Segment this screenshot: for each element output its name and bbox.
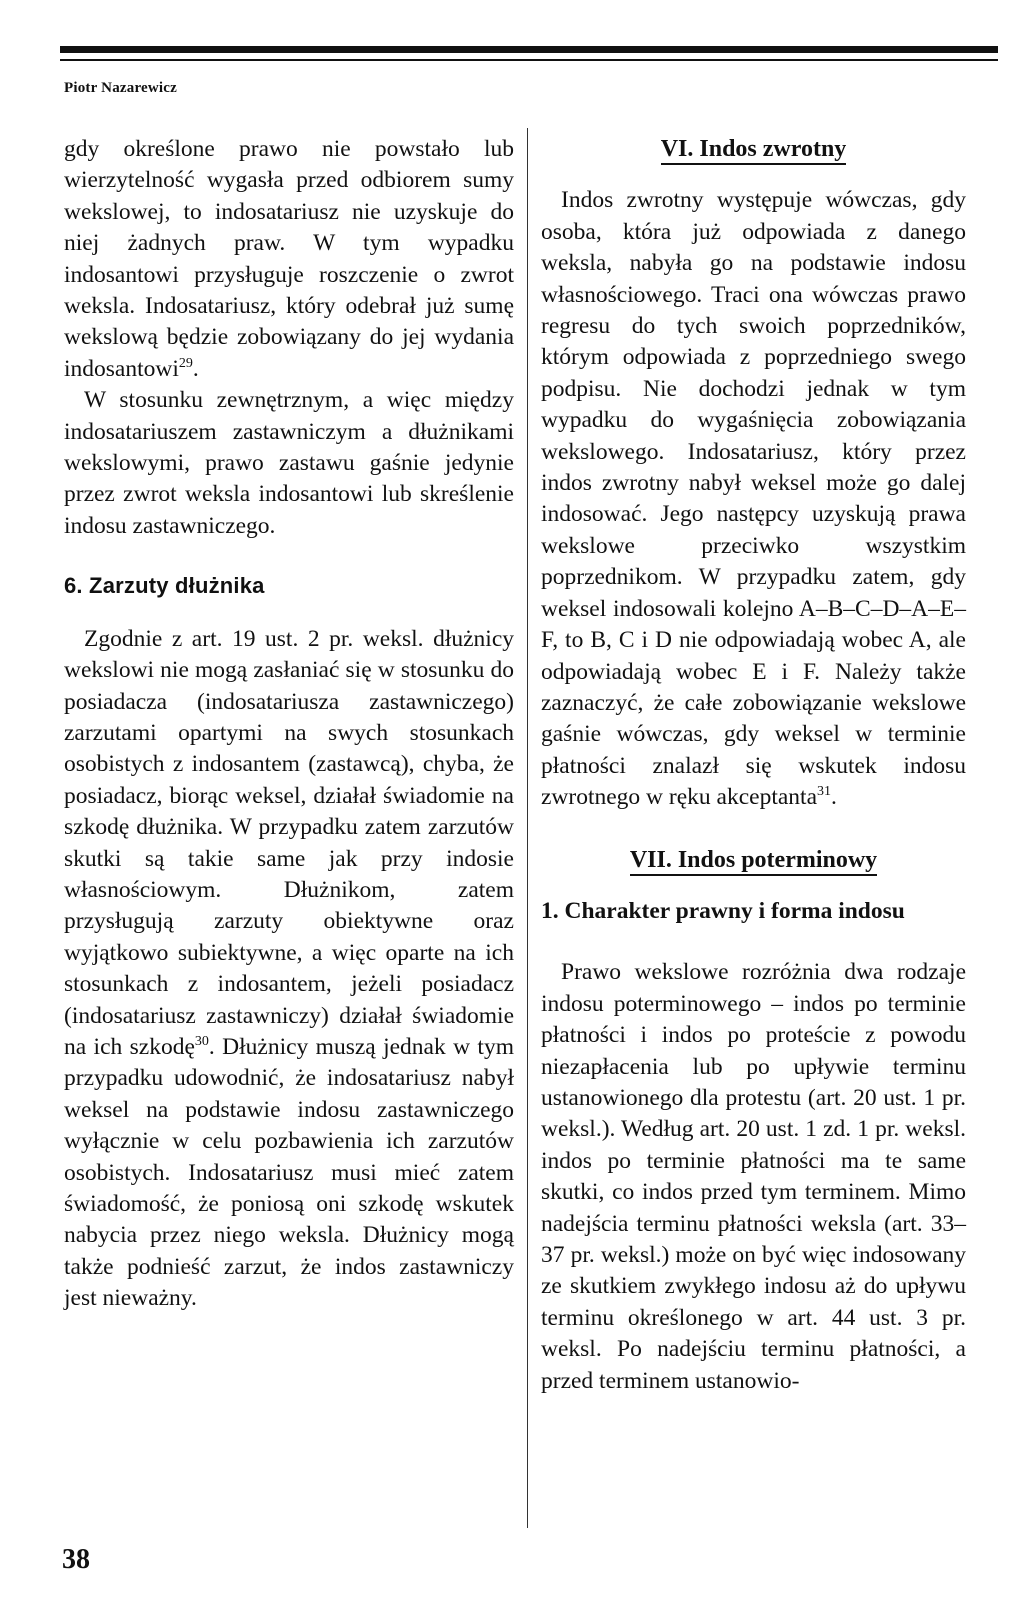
right-paragraph-1-text: Indos zwrotny występuje wówczas, gdy osoba, która już odpowiada z danego weksla, nabyła go na podstawie indosu własnościowego. Traci ona wówczas prawo regresu do tych swoich poprzedników, którym odpowiada z poprzedniego swego podpisu. Nie dochodzi jednak w tym wypadku do wygaśnięcia zobowiązania wekslowego. Indosatariusz, który przez indos zwrotny nabył weksel może go dalej indosować. Jego następcy uzyskują prawa wekslowe przeciwko wszystkim poprzednikom. W przypadku zatem, gdy weksel indosowali kolejno A–B–C–D–A–E–F, to B, C i D nie odpowiadają wobec A, ale odpowiadają wobec E i F. Należy także zaznaczyć, że całe zobowiązanie wekslowe gaśnie wówczas, gdy weksel w terminie płatności znalazł się wskutek indosu zwrotnego w ręku akceptanta	[541, 187, 966, 811]
heading-vi	[541, 134, 966, 165]
left-paragraph-3-text-b: . Dłużnicy muszą jednak w tym przypadku udowodnić, że indosatariusz nabył weksel na podstawie indosu zastawniczego wyłącznie w celu pozbawienia ich zarzutów osobistych. Indosatariusz musi mieć zatem świadomość, że poniosą oni szkodę wskutek nabycia przez niego weksla. Dłużnicy mogą także podnieść zarzut, że indos zastawniczy jest nieważny.	[64, 1033, 514, 1312]
footnote-ref-29: 29	[178, 356, 193, 372]
heading-vi-text: VI. Indos zwrotny	[661, 136, 847, 165]
left-paragraph-1-text: gdy określone prawo nie powstało lub wierzytelność wygasła przed odbiorem sumy wekslowej, to indosatariusz nie uzyskuje do niej żadnych praw. W tym wypadku indosantowi przysługuje roszczenie o zwrot weksla. Indosatariusz, który odebrał już sumę wekslową będzie zobowiązany do jej wydania indosantowi	[64, 136, 514, 382]
footnote-ref-30: 30	[194, 1034, 209, 1050]
page-number: 38	[62, 1544, 90, 1575]
header-rule-thin	[60, 59, 998, 61]
column-divider	[527, 128, 528, 1528]
left-paragraph-3-text-a: Zgodnie z art. 19 ust. 2 pr. weksl. dłużnicy wekslowi nie mogą zasłaniać się w stosunku do posiadacza (indosatariusza zastawniczego) zarzutami opartymi na swych stosunkach osobistych z indosantem (zastawcą), chyba, że posiadacz, biorąc weksel, działał świadomie na szkodę dłużnika. W przypadku zatem zarzutów skutki są takie same jak przy indosie własnościowym. Dłużnikom, zatem przysługują zarzuty obiektywne oraz wyjątkowo subiektywne, a więc oparte na ich stosunkach z indosantem, jeżeli posiadacz (indosatariusz zastawniczy) działał świadomie na ich szkodę	[64, 625, 514, 1060]
running-head-author: Piotr Nazarewicz	[64, 80, 178, 96]
section-heading-zarzuty: 6. Zarzuty dłużnika	[64, 573, 265, 599]
header-rule-thick	[60, 46, 998, 53]
left-column	[64, 134, 514, 1315]
footnote-ref-31: 31	[817, 784, 831, 800]
subheading-charakter: 1. Charakter prawny i forma indosu	[541, 897, 905, 924]
left-paragraph-3	[64, 624, 514, 1315]
heading-vii-text: VII. Indos poterminowy	[630, 847, 877, 876]
right-paragraph-1-end: .	[831, 784, 837, 811]
left-paragraph-1	[64, 134, 514, 385]
right-column	[541, 134, 966, 1397]
left-paragraph-2: W stosunku zewnętrznym, a więc między indosatariuszem zastawniczym a dłużnikami wekslowymi, prawo zastawu gaśnie jedynie przez zwrot weksla indosantowi lub skreślenie indosu zastawniczego.	[64, 387, 514, 539]
left-paragraph-1-end: .	[192, 355, 199, 382]
right-paragraph-1	[541, 185, 966, 813]
heading-vii	[541, 845, 966, 876]
right-paragraph-2: Prawo wekslowe rozróżnia dwa rodzaje indosu poterminowego – indos po terminie płatności i indos po proteście z powodu niezapłacenia lub po upływie terminu ustanowionego dla protestu (art. 20 ust. 1 pr. weksl.). Według art. 20 ust. 1 zd. 1 pr. weksl. indos po terminie płatności ma te same skutki, co indos przed tym terminem. Mimo nadejścia terminu płatności weksla (art. 33–37 pr. weksl.) może on być więc indosowany ze skutkiem zwykłego indosu aż do upływu terminu określonego w art. 44 ust. 3 pr. weksl. Po nadejściu terminu płatności, a przed terminem ustanowio-	[541, 959, 966, 1394]
spacer	[541, 814, 966, 845]
